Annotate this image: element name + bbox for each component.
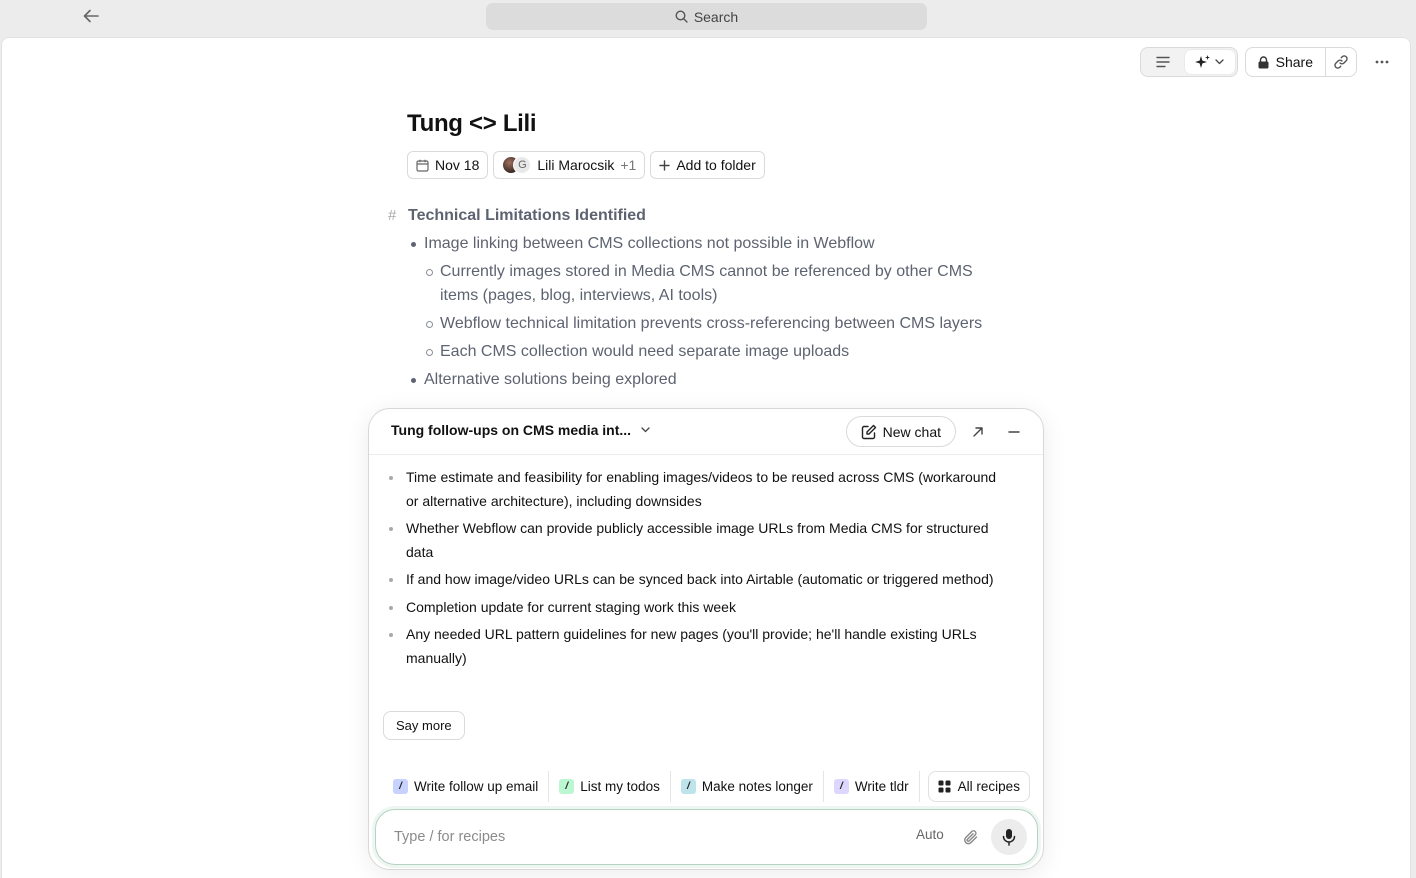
date-chip[interactable] (407, 151, 488, 179)
add-folder-label: Add to folder (676, 157, 756, 173)
say-more-button[interactable]: Say more (383, 711, 465, 740)
list-item: Completion update for current staging work this week (388, 596, 1003, 620)
notes-heading-text: Technical Limitations Identified (408, 207, 646, 224)
plus-icon (659, 160, 670, 171)
chat-title: Tung follow-ups on CMS media int... (391, 422, 632, 438)
minimize-chat-button[interactable] (1001, 419, 1027, 445)
list-item: If and how image/video URLs can be synced back into Airtable (automatic or triggered method) (388, 568, 1003, 592)
document-toolbar (1140, 47, 1396, 77)
all-recipes-button[interactable] (928, 771, 1030, 802)
lock-icon (1258, 56, 1269, 69)
list-item: Currently images stored in Media CMS cannot be referenced by other CMS items (pages, blog, interviews, AI tools) (388, 260, 988, 308)
arrow-left-icon (83, 9, 99, 23)
chat-panel (368, 408, 1044, 870)
notes-heading (388, 204, 988, 228)
edit-icon (861, 424, 877, 440)
recipe-list-my-todos[interactable] (549, 771, 671, 802)
list-icon (1156, 56, 1170, 68)
list-item: Webflow technical limitation prevents cross-referencing between CMS layers (388, 312, 988, 336)
attendee-avatars (502, 156, 531, 174)
recipe-make-notes-longer[interactable] (671, 771, 824, 802)
arrow-up-right-icon (972, 426, 984, 438)
list-item: Whether Webflow can provide publicly accessible image URLs from Media CMS for structured data (388, 517, 1003, 564)
list-item: Alternative solutions being explored (388, 368, 988, 392)
chat-input[interactable] (394, 824, 894, 850)
recipe-label: List my todos (580, 779, 660, 794)
list-item: Image linking between CMS collections not possible in Webflow (388, 232, 988, 256)
list-item: Each CMS collection would need separate image uploads (388, 340, 988, 364)
more-options-button[interactable] (1368, 48, 1396, 76)
copy-link-button[interactable] (1326, 48, 1356, 76)
model-auto-selector[interactable]: Auto (916, 827, 944, 842)
minus-icon (1008, 431, 1020, 433)
slash-icon: / (834, 779, 849, 794)
search-icon (675, 10, 688, 23)
list-view-button[interactable] (1143, 50, 1183, 74)
more-horizontal-icon (1375, 60, 1389, 64)
recipe-write-follow-up-email[interactable] (383, 771, 549, 802)
attach-button[interactable] (960, 824, 982, 850)
view-toggle (1140, 47, 1238, 77)
microphone-button[interactable] (991, 819, 1027, 855)
new-chat-label: New chat (882, 423, 941, 440)
list-item: Any needed URL pattern guidelines for new pages (you'll provide; he'll handle existing URLs manually) (388, 623, 1003, 670)
share-button[interactable] (1246, 48, 1326, 76)
ai-view-button[interactable] (1185, 50, 1235, 74)
recipe-bar (383, 771, 1030, 802)
meeting-meta (407, 151, 765, 179)
top-bar (0, 0, 1416, 36)
avatar-initial: G (513, 156, 531, 174)
grid-icon (938, 780, 951, 793)
chevron-down-icon (1215, 59, 1224, 65)
add-to-folder-button[interactable] (650, 151, 764, 179)
attendee-extra-count: +1 (620, 157, 637, 173)
meeting-notes[interactable] (388, 204, 988, 396)
slash-icon: / (559, 779, 574, 794)
recipe-write-tldr[interactable] (824, 771, 920, 802)
search-bar[interactable] (486, 3, 927, 30)
chat-input-box (375, 809, 1038, 865)
expand-chat-button[interactable] (965, 419, 991, 445)
chat-message (388, 466, 1003, 674)
chat-title-dropdown[interactable] (391, 422, 650, 438)
link-icon (1334, 55, 1348, 69)
all-recipes-label: All recipes (957, 779, 1020, 794)
chevron-down-icon (641, 427, 650, 433)
recipe-label: Make notes longer (701, 779, 813, 794)
recipe-label: Write tldr (854, 779, 909, 794)
chat-header (369, 409, 1043, 455)
paperclip-icon (963, 829, 979, 846)
microphone-icon (1002, 828, 1016, 846)
calendar-icon (416, 159, 429, 172)
search-label: Search (693, 8, 739, 25)
back-button[interactable] (78, 4, 104, 28)
recipe-label: Write follow up email (414, 779, 539, 794)
slash-icon: / (681, 779, 696, 794)
new-chat-button[interactable] (846, 416, 956, 447)
slash-icon: / (393, 779, 408, 794)
attendee-name: Lili Marocsik (537, 157, 615, 173)
share-label: Share (1275, 54, 1313, 70)
share-group (1245, 47, 1357, 77)
list-item: Time estimate and feasibility for enabling images/videos to be reused across CMS (workaround or alternative architecture), including downsides (388, 466, 1003, 513)
date-label: Nov 18 (435, 157, 480, 173)
sparkle-icon (1195, 54, 1211, 70)
attendees-chip[interactable] (493, 151, 645, 179)
page-title: Tung <> Lili (407, 110, 537, 137)
hash-icon: # (388, 207, 397, 224)
